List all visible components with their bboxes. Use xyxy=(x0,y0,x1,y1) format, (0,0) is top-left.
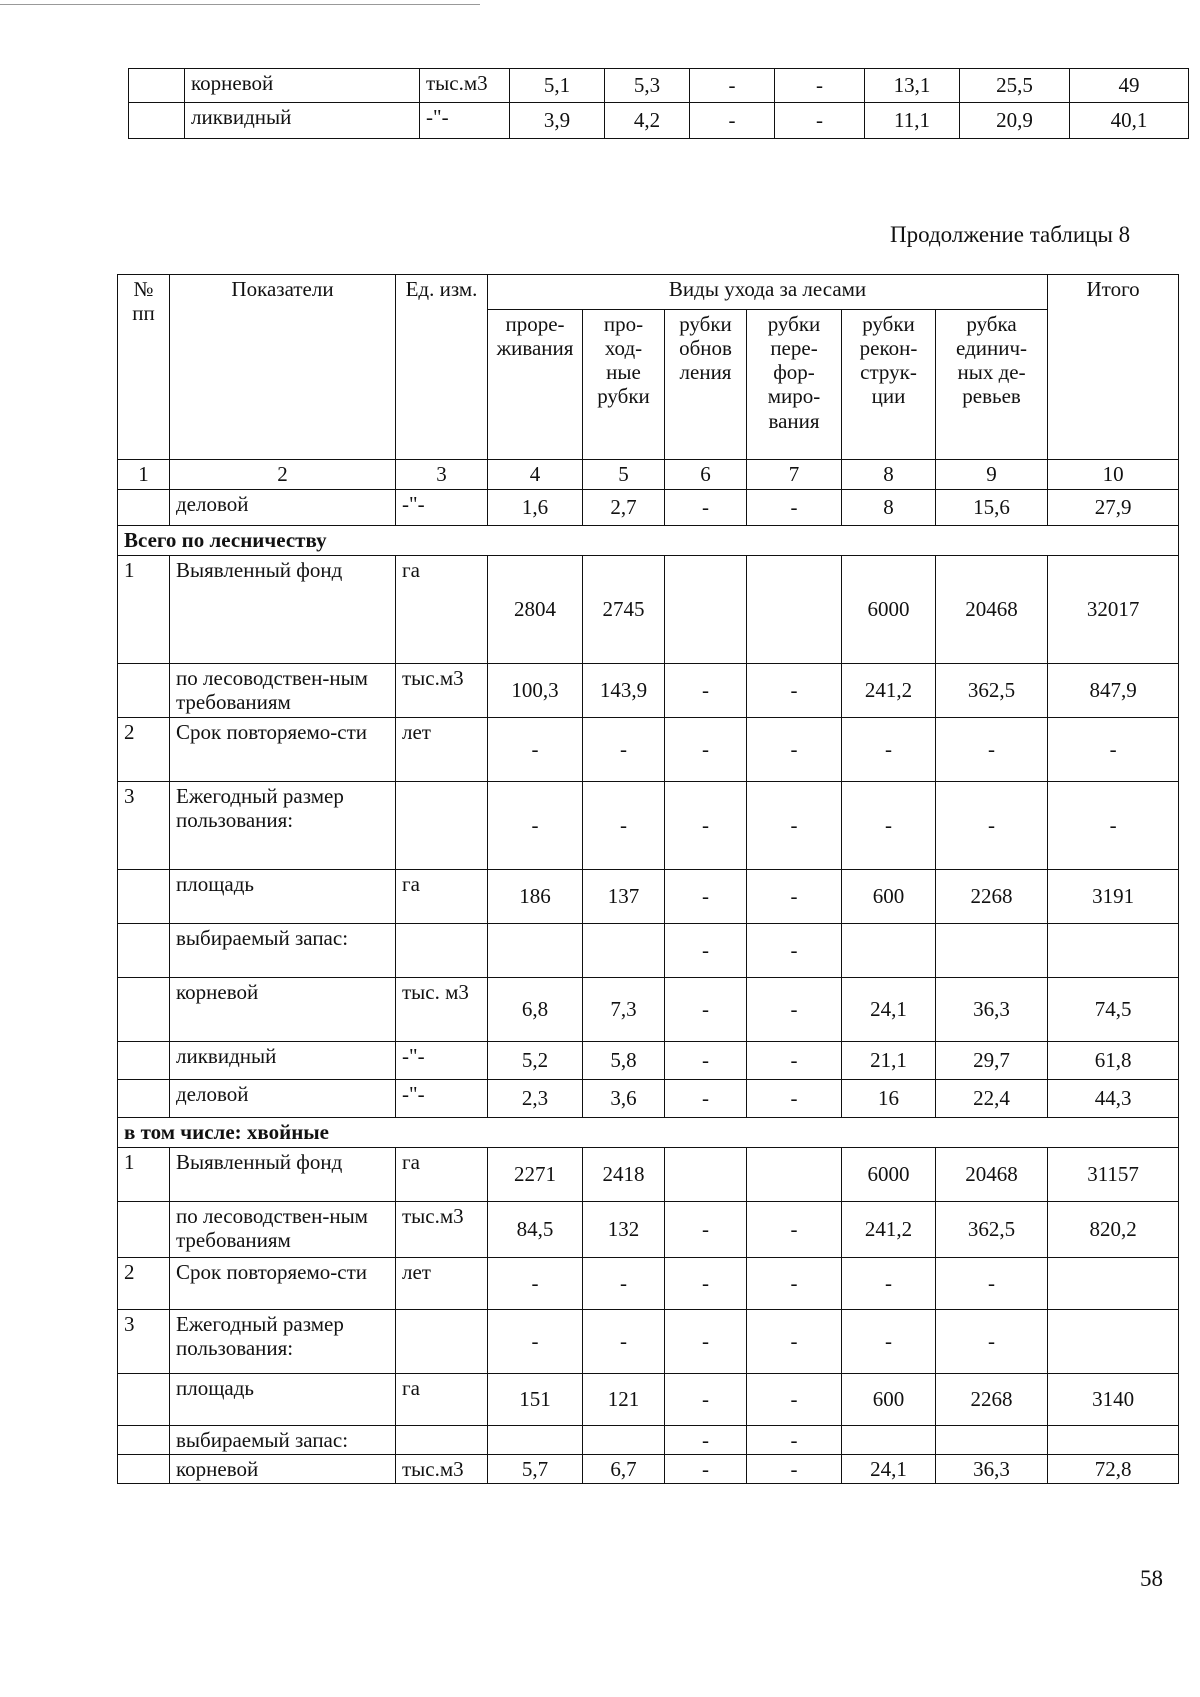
value-cell: - xyxy=(747,664,842,718)
indicator-cell: Ежегодный размер пользования: xyxy=(170,782,396,870)
indicator-cell: ликвидный xyxy=(185,103,420,139)
value-cell: 5,1 xyxy=(510,69,605,103)
section-title: в том числе: хвойные xyxy=(118,1118,1179,1148)
value-cell: 2,7 xyxy=(583,490,665,526)
value-cell: 3,6 xyxy=(583,1080,665,1118)
unit-cell: га xyxy=(396,870,488,924)
value-cell: 36,3 xyxy=(936,1455,1048,1484)
unit-cell xyxy=(396,1426,488,1455)
row-number-cell xyxy=(118,1080,170,1118)
indicator-cell: Выявленный фонд xyxy=(170,556,396,664)
indicator-cell: по лесоводствен-ным требованиям xyxy=(170,664,396,718)
value-cell: 25,5 xyxy=(960,69,1070,103)
row-number-cell xyxy=(118,1455,170,1484)
value-cell xyxy=(936,924,1048,978)
value-cell: - xyxy=(842,718,936,782)
unit-cell: -"- xyxy=(396,490,488,526)
value-cell: - xyxy=(583,782,665,870)
value-cell: 362,5 xyxy=(936,664,1048,718)
value-cell xyxy=(747,556,842,664)
value-cell: 13,1 xyxy=(865,69,960,103)
header-type-3: рубки обнов ления xyxy=(665,310,747,460)
value-cell: - xyxy=(665,1258,747,1310)
indicator-cell: Выявленный фонд xyxy=(170,1148,396,1202)
indicator-cell: Срок повторяемо-сти xyxy=(170,1258,396,1310)
value-cell: - xyxy=(665,1202,747,1258)
indicator-cell: выбираемый запас: xyxy=(170,1426,396,1455)
indicator-cell: ликвидный xyxy=(170,1042,396,1080)
value-cell: 24,1 xyxy=(842,978,936,1042)
unit-cell: га xyxy=(396,1374,488,1426)
column-number-cell: 3 xyxy=(396,460,488,490)
value-cell: 40,1 xyxy=(1070,103,1189,139)
section-header-row xyxy=(118,526,1179,556)
value-cell xyxy=(488,1426,583,1455)
value-cell: 362,5 xyxy=(936,1202,1048,1258)
row-number-cell xyxy=(118,1426,170,1455)
value-cell: - xyxy=(747,1455,842,1484)
value-cell: - xyxy=(690,69,775,103)
value-cell: 2268 xyxy=(936,1374,1048,1426)
value-cell xyxy=(747,1148,842,1202)
value-cell: - xyxy=(665,1455,747,1484)
indicator-cell: выбираемый запас: xyxy=(170,924,396,978)
column-number-cell: 5 xyxy=(583,460,665,490)
value-cell: - xyxy=(747,1042,842,1080)
value-cell: - xyxy=(665,1310,747,1374)
value-cell: - xyxy=(583,718,665,782)
row-number-cell xyxy=(118,1042,170,1080)
column-number-cell: 1 xyxy=(118,460,170,490)
main-table xyxy=(117,274,1179,1484)
value-cell: 5,3 xyxy=(605,69,690,103)
value-cell xyxy=(842,1426,936,1455)
value-cell: - xyxy=(665,870,747,924)
row-number-cell xyxy=(118,490,170,526)
value-cell: 5,2 xyxy=(488,1042,583,1080)
value-cell: 22,4 xyxy=(936,1080,1048,1118)
value-cell: 8 xyxy=(842,490,936,526)
value-cell: 6,7 xyxy=(583,1455,665,1484)
value-cell: 84,5 xyxy=(488,1202,583,1258)
value-cell: 24,1 xyxy=(842,1455,936,1484)
value-cell: 186 xyxy=(488,870,583,924)
value-cell xyxy=(583,1426,665,1455)
column-number-cell: 8 xyxy=(842,460,936,490)
section-title: Всего по лесничеству xyxy=(118,526,1179,556)
value-cell: 36,3 xyxy=(936,978,1048,1042)
value-cell: 29,7 xyxy=(936,1042,1048,1080)
table-row xyxy=(118,1148,1179,1202)
value-cell: - xyxy=(747,1202,842,1258)
header-total: Итого xyxy=(1048,275,1179,460)
value-cell: - xyxy=(665,490,747,526)
table-row xyxy=(118,718,1179,782)
header-type-4: рубки пере-фор-миро-вания xyxy=(747,310,842,460)
value-cell xyxy=(583,924,665,978)
unit-cell: лет xyxy=(396,1258,488,1310)
row-number-cell xyxy=(118,1374,170,1426)
table-row xyxy=(118,1374,1179,1426)
value-cell: - xyxy=(665,1426,747,1455)
unit-cell: тыс.м3 xyxy=(396,1455,488,1484)
scan-edge-line xyxy=(0,4,480,5)
value-cell: 151 xyxy=(488,1374,583,1426)
row-number-cell: 2 xyxy=(118,1258,170,1310)
value-cell: - xyxy=(747,1080,842,1118)
indicator-cell: корневой xyxy=(185,69,420,103)
unit-cell: тыс. м3 xyxy=(396,978,488,1042)
row-number-cell: 3 xyxy=(118,1310,170,1374)
value-cell: - xyxy=(665,664,747,718)
value-cell: - xyxy=(775,69,865,103)
table-row xyxy=(118,1042,1179,1080)
value-cell: 6000 xyxy=(842,556,936,664)
table-row xyxy=(118,1202,1179,1258)
value-cell: - xyxy=(1048,782,1179,870)
header-type-2: про-ход-ные рубки xyxy=(583,310,665,460)
row-number-cell xyxy=(129,69,185,103)
table-row xyxy=(118,556,1179,664)
unit-cell: -"- xyxy=(420,103,510,139)
header-row-1 xyxy=(118,275,1179,310)
value-cell: 3191 xyxy=(1048,870,1179,924)
indicator-cell: деловой xyxy=(170,490,396,526)
table-row xyxy=(118,1426,1179,1455)
value-cell: - xyxy=(665,1374,747,1426)
table-caption: Продолжение таблицы 8 xyxy=(890,222,1131,247)
section-header-row xyxy=(118,1118,1179,1148)
value-cell: - xyxy=(936,1258,1048,1310)
value-cell: 4,2 xyxy=(605,103,690,139)
value-cell: - xyxy=(775,103,865,139)
value-cell: 241,2 xyxy=(842,1202,936,1258)
header-indicators: Показатели xyxy=(170,275,396,460)
value-cell: - xyxy=(583,1310,665,1374)
value-cell: 600 xyxy=(842,870,936,924)
value-cell: 600 xyxy=(842,1374,936,1426)
value-cell: 21,1 xyxy=(842,1042,936,1080)
top-fragment-table xyxy=(128,68,1189,139)
unit-cell: тыс.м3 xyxy=(396,664,488,718)
value-cell: 27,9 xyxy=(1048,490,1179,526)
table-row xyxy=(118,782,1179,870)
row-number-cell xyxy=(118,1202,170,1258)
indicator-cell: по лесоводствен-ным требованиям xyxy=(170,1202,396,1258)
value-cell: - xyxy=(665,782,747,870)
value-cell: 132 xyxy=(583,1202,665,1258)
row-number-cell xyxy=(118,924,170,978)
row-number-cell xyxy=(118,664,170,718)
value-cell: - xyxy=(1048,718,1179,782)
indicator-cell: площадь xyxy=(170,870,396,924)
value-cell: 241,2 xyxy=(842,664,936,718)
value-cell: 2,3 xyxy=(488,1080,583,1118)
table-row xyxy=(118,664,1179,718)
value-cell: - xyxy=(747,924,842,978)
value-cell: 11,1 xyxy=(865,103,960,139)
value-cell: - xyxy=(747,490,842,526)
value-cell: 44,3 xyxy=(1048,1080,1179,1118)
indicator-cell: деловой xyxy=(170,1080,396,1118)
unit-cell: -"- xyxy=(396,1042,488,1080)
unit-cell: га xyxy=(396,556,488,664)
unit-cell xyxy=(396,924,488,978)
value-cell: 5,8 xyxy=(583,1042,665,1080)
value-cell: 20,9 xyxy=(960,103,1070,139)
value-cell xyxy=(665,1148,747,1202)
column-number-cell: 4 xyxy=(488,460,583,490)
table-row xyxy=(118,1310,1179,1374)
value-cell: - xyxy=(747,978,842,1042)
row-number-cell: 2 xyxy=(118,718,170,782)
value-cell: 137 xyxy=(583,870,665,924)
value-cell: - xyxy=(936,1310,1048,1374)
value-cell: - xyxy=(665,1042,747,1080)
value-cell xyxy=(1048,1258,1179,1310)
value-cell: - xyxy=(842,1258,936,1310)
value-cell: 121 xyxy=(583,1374,665,1426)
row-number-cell xyxy=(129,103,185,139)
value-cell: - xyxy=(747,870,842,924)
table-row xyxy=(118,490,1179,526)
unit-cell: -"- xyxy=(396,1080,488,1118)
value-cell: 61,8 xyxy=(1048,1042,1179,1080)
table-row xyxy=(118,1080,1179,1118)
header-type-1: проре-живания xyxy=(488,310,583,460)
unit-cell: тыс.м3 xyxy=(396,1202,488,1258)
unit-cell xyxy=(396,782,488,870)
table-row xyxy=(129,69,1189,103)
table-row xyxy=(129,103,1189,139)
value-cell: 6,8 xyxy=(488,978,583,1042)
value-cell: - xyxy=(747,718,842,782)
value-cell: 100,3 xyxy=(488,664,583,718)
top-fragment-body xyxy=(129,69,1189,139)
value-cell: 74,5 xyxy=(1048,978,1179,1042)
value-cell: 5,7 xyxy=(488,1455,583,1484)
value-cell: - xyxy=(747,1374,842,1426)
value-cell: - xyxy=(747,1310,842,1374)
unit-cell: тыс.м3 xyxy=(420,69,510,103)
indicator-cell: Срок повторяемо-сти xyxy=(170,718,396,782)
value-cell: 2804 xyxy=(488,556,583,664)
table-row xyxy=(118,870,1179,924)
value-cell xyxy=(1048,1426,1179,1455)
value-cell: - xyxy=(936,718,1048,782)
value-cell: 3140 xyxy=(1048,1374,1179,1426)
table-row xyxy=(118,1455,1179,1484)
value-cell: - xyxy=(665,1080,747,1118)
indicator-cell: корневой xyxy=(170,1455,396,1484)
value-cell xyxy=(1048,1310,1179,1374)
unit-cell xyxy=(396,1310,488,1374)
row-number-cell xyxy=(118,870,170,924)
value-cell: - xyxy=(747,1426,842,1455)
value-cell: - xyxy=(488,1258,583,1310)
header-type-6: рубка единич-ных де-ревьев xyxy=(936,310,1048,460)
row-number-cell: 3 xyxy=(118,782,170,870)
header-unit: Ед. изм. xyxy=(396,275,488,460)
value-cell: - xyxy=(690,103,775,139)
value-cell: - xyxy=(936,782,1048,870)
value-cell: - xyxy=(665,718,747,782)
unit-cell: га xyxy=(396,1148,488,1202)
column-number-cell: 10 xyxy=(1048,460,1179,490)
value-cell: 31157 xyxy=(1048,1148,1179,1202)
value-cell: 32017 xyxy=(1048,556,1179,664)
row-number-cell xyxy=(118,978,170,1042)
value-cell: 2418 xyxy=(583,1148,665,1202)
value-cell: 1,6 xyxy=(488,490,583,526)
value-cell: 20468 xyxy=(936,556,1048,664)
column-number-cell: 6 xyxy=(665,460,747,490)
value-cell: 6000 xyxy=(842,1148,936,1202)
value-cell: 3,9 xyxy=(510,103,605,139)
value-cell: - xyxy=(747,782,842,870)
header-num: № пп xyxy=(118,275,170,460)
value-cell: 2745 xyxy=(583,556,665,664)
value-cell: - xyxy=(488,782,583,870)
value-cell: 820,2 xyxy=(1048,1202,1179,1258)
value-cell: 49 xyxy=(1070,69,1189,103)
table-row xyxy=(118,1258,1179,1310)
table-row xyxy=(118,978,1179,1042)
unit-cell: лет xyxy=(396,718,488,782)
value-cell: 16 xyxy=(842,1080,936,1118)
value-cell: - xyxy=(488,1310,583,1374)
header-group: Виды ухода за лесами xyxy=(488,275,1048,310)
value-cell: 143,9 xyxy=(583,664,665,718)
value-cell: - xyxy=(665,978,747,1042)
row-number-cell: 1 xyxy=(118,556,170,664)
value-cell: 2268 xyxy=(936,870,1048,924)
value-cell xyxy=(842,924,936,978)
value-cell: 847,9 xyxy=(1048,664,1179,718)
value-cell: - xyxy=(842,782,936,870)
value-cell: 72,8 xyxy=(1048,1455,1179,1484)
value-cell: - xyxy=(583,1258,665,1310)
column-number-cell: 7 xyxy=(747,460,842,490)
value-cell: - xyxy=(842,1310,936,1374)
value-cell: - xyxy=(665,924,747,978)
value-cell: 15,6 xyxy=(936,490,1048,526)
header-type-5: рубки рекон-струк-ции xyxy=(842,310,936,460)
indicator-cell: площадь xyxy=(170,1374,396,1426)
column-number-cell: 2 xyxy=(170,460,396,490)
main-table-body xyxy=(118,275,1179,1484)
row-number-cell: 1 xyxy=(118,1148,170,1202)
value-cell: 2271 xyxy=(488,1148,583,1202)
value-cell xyxy=(1048,924,1179,978)
table-row xyxy=(118,924,1179,978)
value-cell xyxy=(936,1426,1048,1455)
column-number-cell: 9 xyxy=(936,460,1048,490)
value-cell xyxy=(488,924,583,978)
value-cell: - xyxy=(747,1258,842,1310)
value-cell: 7,3 xyxy=(583,978,665,1042)
value-cell: 20468 xyxy=(936,1148,1048,1202)
value-cell xyxy=(665,556,747,664)
value-cell: - xyxy=(488,718,583,782)
page-number: 58 xyxy=(1140,1566,1163,1591)
column-numbers-row xyxy=(118,460,1179,490)
indicator-cell: корневой xyxy=(170,978,396,1042)
indicator-cell: Ежегодный размер пользования: xyxy=(170,1310,396,1374)
